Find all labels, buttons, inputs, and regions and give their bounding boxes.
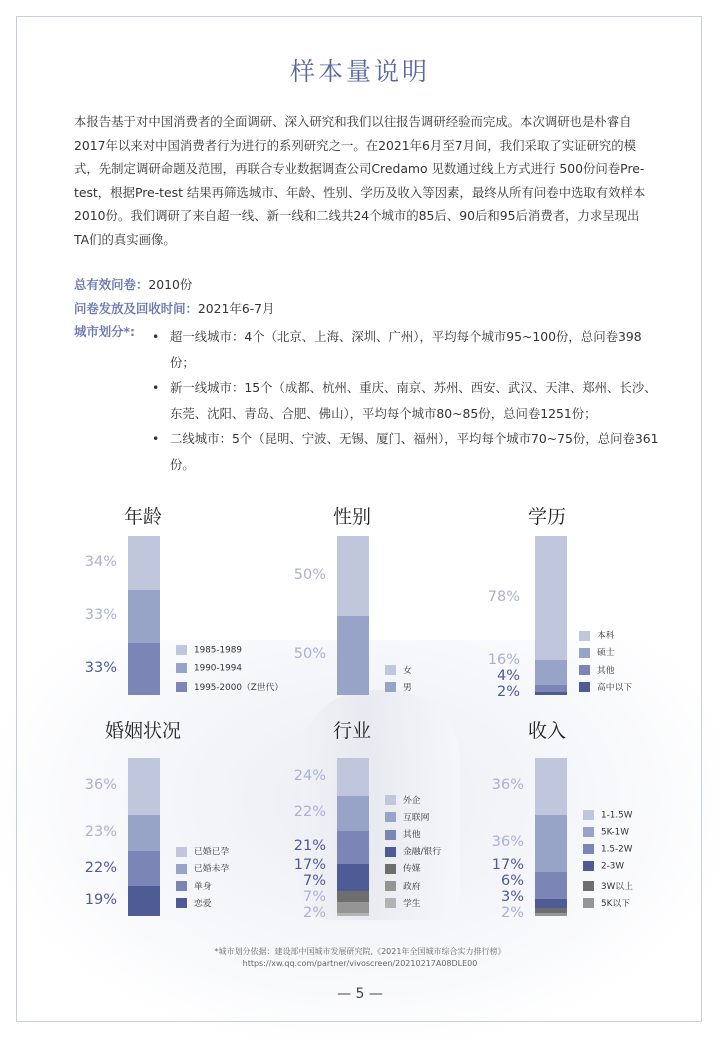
legend-label: 高中以下	[597, 682, 633, 693]
legend-item	[385, 663, 412, 676]
legend-label: 其他	[597, 665, 615, 676]
legend-item	[176, 663, 242, 674]
city-list	[150, 324, 660, 477]
legend-label: 已婚未孕	[194, 864, 230, 875]
data-label: 23%	[84, 824, 117, 841]
intro-paragraph: 本报告基于对中国消费者的全面调研、深入研究和我们以往报告调研经验而完成。本次调研也是朴睿自2017年以来对中国消费者行为进行的系列研究之一。在2021年6月至7月间，我们采取了实证研究的模式，先制定调研命题及范围，再联合专业数据调查公司Credamo 见数通过线上方式进行 500份问卷Pre-test，根据Pre-test 结果再筛选城市、年龄、性别、学历及收入等因素，最终从所有问卷中选取有效样本2010份。我们调研了来自超一线、新一线和二线共24个城市的85后、90后和95后消费者，力求呈现出TA们的真实画像。	[74, 114, 646, 247]
legend-swatch	[579, 648, 590, 658]
legend-label: 5K以下	[601, 898, 630, 909]
legend-item	[583, 827, 629, 838]
legend-item	[176, 879, 212, 892]
legend-swatch	[583, 881, 594, 891]
legend-swatch	[176, 898, 187, 908]
legend-swatch	[385, 864, 396, 874]
legend-item	[583, 896, 630, 909]
total-samples-value: 2010份	[148, 277, 193, 292]
legend-label: 外企	[403, 795, 421, 806]
legend-swatch	[176, 864, 187, 874]
data-label: 33%	[84, 659, 117, 676]
legend-label: 硕士	[597, 648, 615, 659]
legend-item	[579, 628, 615, 641]
legend-label: 男	[403, 682, 412, 693]
chart-title: 行业	[332, 720, 371, 742]
bar-segment	[535, 536, 567, 660]
chart-title: 收入	[527, 720, 566, 742]
data-label: 3%	[500, 889, 524, 906]
legend-swatch	[583, 844, 594, 854]
bar-segment	[128, 590, 160, 642]
legend-swatch	[385, 830, 396, 840]
legend-label: 互联网	[403, 812, 430, 823]
legend-item	[176, 861, 229, 874]
data-label: 34%	[84, 554, 117, 571]
legend-swatch	[385, 812, 396, 822]
survey-period-value: 2021年6-7月	[197, 301, 275, 316]
legend-label: 已婚已孕	[194, 847, 230, 858]
data-label: 16%	[487, 652, 520, 669]
bar-segment	[337, 902, 369, 913]
legend-item	[385, 844, 441, 857]
legend-swatch	[385, 682, 396, 692]
bar-segment	[128, 536, 160, 590]
data-label: 6%	[500, 873, 524, 890]
legend-label: 政府	[403, 881, 421, 892]
survey-period	[74, 299, 274, 317]
legend-swatch	[579, 631, 590, 641]
city-division	[74, 322, 135, 340]
footnote-url: https://xw.qq.com/partner/vivoscreen/20210217A08DLE00	[242, 959, 478, 968]
bar-segment	[535, 899, 567, 908]
chart-title: 年龄	[123, 506, 162, 528]
legend-label: 其他	[403, 830, 421, 840]
legend-label: 女	[403, 665, 412, 676]
chart-title: 学历	[527, 506, 566, 528]
total-samples	[74, 275, 192, 293]
legend-label: 5K-1W	[601, 827, 629, 838]
bar-segment	[128, 886, 160, 916]
legend-label: 1990-1994	[194, 663, 242, 674]
data-label: 78%	[487, 589, 520, 605]
legend-label: 传媒	[403, 864, 421, 875]
legend-label: 本科	[597, 631, 615, 642]
legend-swatch	[583, 861, 594, 871]
data-label: 24%	[293, 767, 326, 784]
legend-item	[176, 680, 283, 693]
bar-segment	[535, 660, 567, 685]
bar-segment	[535, 872, 567, 899]
legend-swatch	[583, 898, 594, 908]
data-label: 17%	[491, 857, 524, 874]
data-label: 4%	[496, 668, 520, 685]
chart-title: 性别	[332, 506, 371, 528]
data-label: 7%	[302, 889, 326, 906]
legend-swatch	[176, 881, 187, 891]
chart-title: 婚姻状况	[104, 720, 181, 742]
bar-segment	[535, 758, 567, 815]
legend-item	[385, 810, 429, 823]
legend-label: 1-1.5W	[601, 810, 633, 821]
data-label: 22%	[293, 804, 326, 821]
bar-segment	[128, 815, 160, 851]
bar-segment	[337, 831, 369, 864]
legend-item	[385, 680, 412, 693]
bar-segment	[337, 796, 369, 831]
city-list-item: • 二线城市：5个（昆明、宁波、无锡、厦门、福州），平均每个城市70~75份，总问卷361份。	[150, 426, 660, 477]
data-label: 50%	[293, 566, 326, 583]
legend-item	[385, 861, 421, 874]
data-label: 17%	[293, 857, 326, 874]
legend-label: 金融/银行	[403, 847, 442, 858]
footnote-source: *城市划分依据：建设部中国城市发展研究院,《2021年全国城市综合实力排行榜》	[214, 947, 506, 956]
page-title: 样本量说明	[289, 57, 430, 86]
bar-segment	[337, 616, 369, 696]
data-label: 2%	[302, 905, 326, 922]
legend-swatch	[583, 827, 594, 837]
data-label: 21%	[293, 838, 326, 855]
legend-label: 1985-1989	[194, 645, 242, 656]
bar-segment	[337, 758, 369, 796]
legend-item	[176, 645, 242, 656]
legend-item	[583, 861, 624, 872]
bar-segment	[128, 643, 160, 695]
bar-segment	[128, 851, 160, 886]
legend-swatch	[385, 881, 396, 891]
legend-label: 2-3W	[601, 861, 625, 872]
legend-item	[583, 879, 633, 892]
total-samples-label: 总有效问卷：	[74, 277, 149, 292]
bar-segment	[535, 913, 567, 916]
legend-item	[579, 663, 615, 676]
city-list-item: • 新一线城市：15个（成都、杭州、重庆、南京、苏州、西安、武汉、天津、郑州、长沙、东莞、沈阳、青岛、合肥、佛山），平均每个城市80~85份，总问卷1251份；	[150, 375, 660, 426]
data-label: 36%	[491, 777, 524, 794]
bar-segment	[337, 864, 369, 891]
data-label: 36%	[84, 777, 117, 794]
legend-item	[385, 793, 421, 806]
bar-segment	[128, 758, 160, 815]
legend-swatch	[385, 665, 396, 675]
bar-segment	[535, 692, 567, 695]
bar-segment	[337, 536, 369, 616]
legend-label: 恋爱	[194, 898, 212, 909]
legend-item	[385, 879, 421, 892]
legend-swatch	[176, 645, 187, 655]
data-label: 22%	[84, 859, 117, 876]
legend-item	[583, 844, 632, 855]
legend-swatch	[579, 682, 590, 692]
city-list-item: • 超一线城市：4个（北京、上海、深圳、广州），平均每个城市95~100份，总问卷398份；	[150, 324, 660, 375]
page-number: — 5 —	[337, 986, 383, 1002]
data-label: 33%	[84, 607, 117, 624]
legend-swatch	[176, 682, 187, 692]
legend-item	[176, 844, 229, 857]
legend-item	[579, 645, 615, 658]
bar-segment	[337, 891, 369, 902]
data-label: 2%	[496, 684, 520, 701]
legend-label: 3W以上	[601, 881, 633, 892]
data-label: 50%	[293, 646, 326, 663]
data-label: 19%	[84, 891, 117, 908]
data-label: 36%	[491, 834, 524, 851]
legend-item	[579, 680, 632, 693]
bar-segment	[535, 815, 567, 872]
legend-swatch	[176, 847, 187, 857]
city-division-label: 城市划分*:	[74, 324, 135, 339]
legend-label: 学生	[403, 898, 421, 909]
legend-swatch	[385, 795, 396, 805]
legend-item	[176, 896, 212, 909]
legend-swatch	[579, 665, 590, 675]
legend-swatch	[176, 663, 187, 673]
legend-label: 1.5-2W	[601, 844, 633, 855]
survey-period-label: 问卷发放及回收时间：	[74, 301, 198, 316]
legend-swatch	[385, 847, 396, 857]
legend-swatch	[583, 810, 594, 820]
legend-item	[583, 810, 632, 821]
bar-segment	[337, 913, 369, 916]
legend-label: 单身	[194, 881, 212, 892]
legend-item	[385, 896, 421, 909]
legend-item	[385, 827, 421, 840]
legend-swatch	[385, 898, 396, 908]
legend-label: 1995-2000（Z世代）	[194, 682, 284, 693]
data-label: 2%	[500, 905, 524, 922]
data-label: 7%	[302, 873, 326, 890]
